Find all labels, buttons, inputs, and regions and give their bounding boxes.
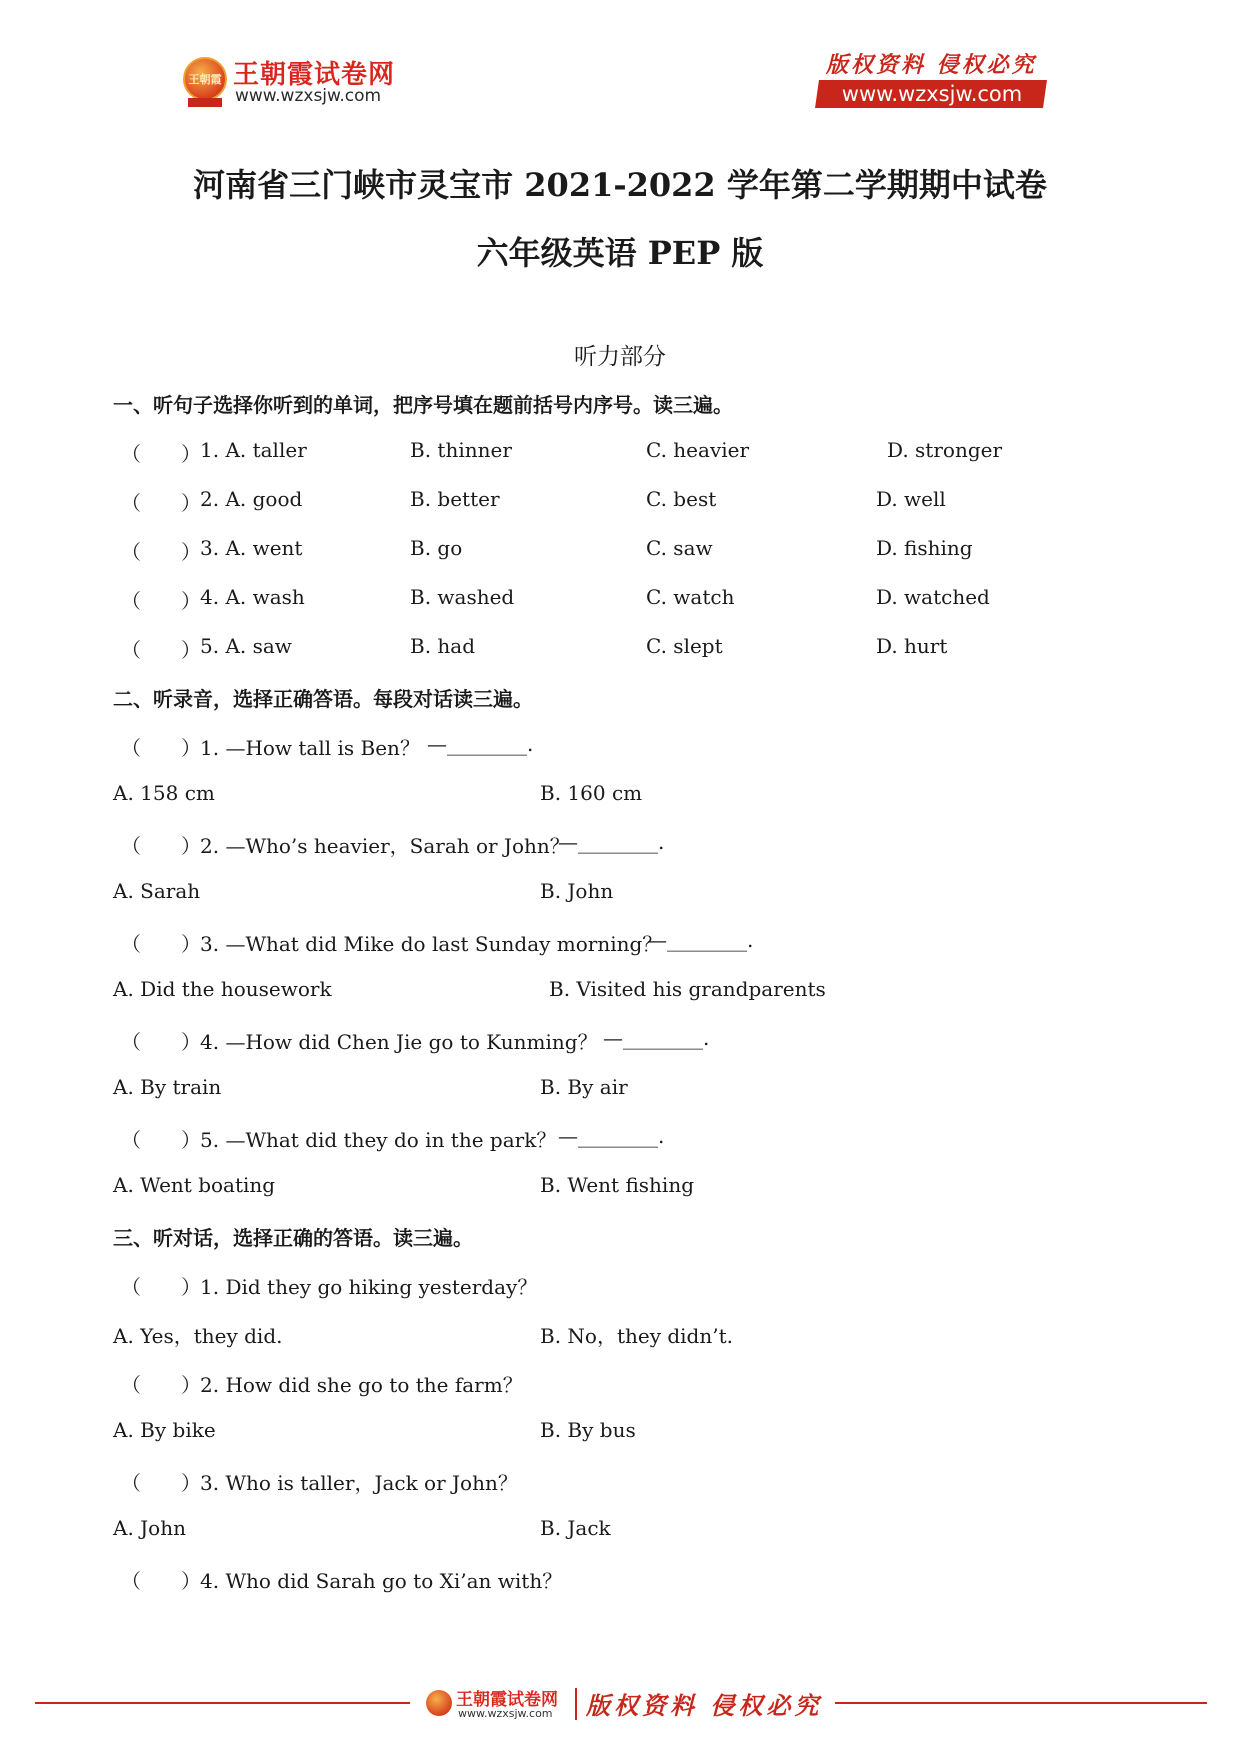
question-stem: 4. A. wash (200, 585, 305, 609)
answer-bracket: （ ） (121, 540, 201, 564)
option-b: B. Went fishing (540, 1173, 695, 1197)
question-stem: 5. —What did they do in the park？ (200, 1128, 557, 1152)
part1-heading: 一、听句子选择你听到的单词，把序号填在题前括号内序号。读三遍。 (113, 393, 733, 417)
option-b: B. By air (540, 1075, 628, 1099)
option-c: C. best (646, 487, 717, 511)
answer-blank: —________. (603, 1026, 710, 1050)
question-stem: 2. —Who’s heavier，Sarah or John？ (200, 834, 570, 858)
option-c: C. watch (646, 585, 735, 609)
option-a: A. Did the housework (113, 977, 332, 1001)
question-stem: 2. How did she go to the farm？ (200, 1373, 523, 1397)
part3-heading: 三、听对话，选择正确的答语。读三遍。 (113, 1226, 473, 1250)
logo-badge-text: 王朝霞 (188, 73, 222, 86)
question-stem: 4. —How did Chen Jie go to Kunming？ (200, 1030, 598, 1054)
logo-title: 王朝霞试卷网 (233, 60, 396, 90)
exam-title: 河南省三门峡市灵宝市 2021-2022 学年第二学期期中试卷 (193, 166, 1047, 204)
answer-bracket: （ ） (121, 834, 201, 858)
footer-rule-left (35, 1702, 410, 1704)
option-b: B. No，they didn’t. (540, 1324, 733, 1348)
answer-bracket: （ ） (121, 442, 201, 466)
option-b: B. thinner (410, 438, 512, 462)
question-stem: 2. A. good (200, 487, 303, 511)
answer-bracket: （ ） (121, 1373, 201, 1397)
question-stem: 3. —What did Mike do last Sunday morning？ (200, 932, 663, 956)
option-a: A. Sarah (113, 879, 201, 903)
option-a: A. John (113, 1516, 186, 1540)
option-c: C. heavier (646, 438, 750, 462)
answer-bracket: （ ） (121, 1128, 201, 1152)
part2-heading: 二、听录音，选择正确答语。每段对话读三遍。 (113, 687, 533, 711)
option-d: D. watched (876, 585, 990, 609)
answer-bracket: （ ） (121, 589, 201, 613)
option-d: D. hurt (876, 634, 948, 658)
question-stem: 4. Who did Sarah go to Xi’an with？ (200, 1569, 563, 1593)
option-a: A. 158 cm (113, 781, 215, 805)
question-stem: 5. A. saw (200, 634, 292, 658)
question-stem: 1. A. taller (200, 438, 307, 462)
footer-logo-url: www.wzxsjw.com (458, 1707, 553, 1720)
question-stem: 1. Did they go hiking yesterday？ (200, 1275, 538, 1299)
option-b: B. Visited his grandparents (549, 977, 826, 1001)
question-stem: 3. Who is taller，Jack or John？ (200, 1471, 518, 1495)
logo-badge-icon (183, 57, 227, 101)
section-title: 听力部分 (574, 344, 666, 370)
answer-blank: —________. (427, 732, 534, 756)
option-a: A. By train (113, 1075, 222, 1099)
option-b: B. go (410, 536, 463, 560)
option-b: B. John (540, 879, 614, 903)
url-banner: www.wzxsjw.com (841, 82, 1023, 106)
option-d: D. well (876, 487, 946, 511)
option-a: A. Yes，they did. (113, 1324, 283, 1348)
question-stem: 3. A. went (200, 536, 303, 560)
option-c: C. saw (646, 536, 713, 560)
option-d: D. stronger (887, 438, 1003, 462)
answer-bracket: （ ） (121, 1471, 201, 1495)
option-b: B. had (410, 634, 476, 658)
answer-bracket: （ ） (121, 932, 201, 956)
copyright-notice: 版权资料 侵权必究 (826, 52, 1037, 78)
logo-url: www.wzxsjw.com (235, 86, 382, 106)
option-b: B. 160 cm (540, 781, 643, 805)
answer-bracket: （ ） (121, 638, 201, 662)
question-stem: 1. —How tall is Ben？ (200, 736, 420, 760)
logo-ribbon (188, 98, 222, 107)
option-a: A. Went boating (113, 1173, 276, 1197)
answer-blank: —________. (558, 830, 665, 854)
answer-bracket: （ ） (121, 491, 201, 515)
footer-logo-title: 王朝霞试卷网 (456, 1690, 558, 1710)
option-a: A. By bike (113, 1418, 216, 1442)
answer-bracket: （ ） (121, 736, 201, 760)
option-b: B. better (410, 487, 500, 511)
footer-rule-right (835, 1702, 1207, 1704)
option-b: B. Jack (540, 1516, 611, 1540)
answer-blank: —________. (558, 1124, 665, 1148)
option-b: B. By bus (540, 1418, 636, 1442)
option-c: C. slept (646, 634, 723, 658)
option-b: B. washed (410, 585, 515, 609)
footer-separator (575, 1688, 577, 1720)
footer-copyright: 版权资料 侵权必究 (586, 1691, 823, 1720)
footer-logo-icon (426, 1690, 452, 1716)
answer-bracket: （ ） (121, 1569, 201, 1593)
answer-bracket: （ ） (121, 1275, 201, 1299)
answer-bracket: （ ） (121, 1030, 201, 1054)
answer-blank: —________. (647, 928, 754, 952)
option-d: D. fishing (876, 536, 973, 560)
exam-subtitle: 六年级英语 PEP 版 (476, 234, 764, 272)
